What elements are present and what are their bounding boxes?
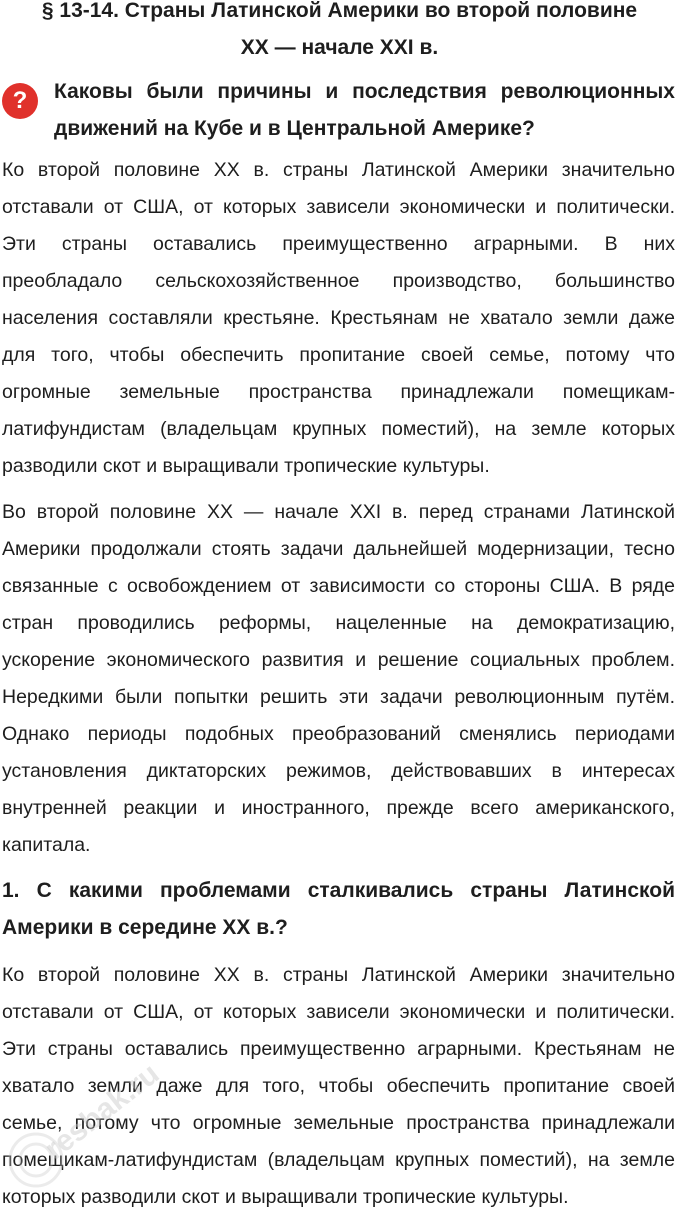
paragraph-modernization: Во второй половине XX — начале XXI в. перед странами Латинской Америки продолжали стоять задачи дальнейшей модернизации, тесно связанные с освобождением от зависимости со стороны США. В ряде стран проводились реформы, нацеленные на демократизацию, ускорение экономического развития и решение социальных проблем. Нередкими были попытки решить эти задачи революционным путём. Однако периоды подобных преобразований сменялись периодами установления диктаторских режимов, действовавших в интересах внутренней реакции и иностранного, прежде всего американского, капитала. bbox=[2, 501, 675, 856]
question-text: Каковы были причины и последствия революционных движений на Кубе и в Центральной Америке? bbox=[54, 80, 675, 140]
question-mark-icon: ? bbox=[2, 83, 38, 119]
page-title: § 13-14. Страны Латинской Америки во второй половине XX — начале XXI в. bbox=[41, 0, 638, 59]
section-paragraph: Ко второй половине XX в. страны Латинской Америки значительно отставали от США, от которых зависели экономически и политически. Эти страны оставались преимущественно аграрными. Крестьянам не хватало земли даже для того, чтобы обеспечить пропитание своей семье, потому что огромные земельные пространства принадлежали помещикам-латифундистам (владельцам крупных поместий), на земле которых разводили скот и выращивали тропические культуры. bbox=[2, 964, 675, 1208]
question-block bbox=[0, 73, 679, 147]
section-heading: 1. С какими проблемами сталкивались страны Латинской Америки в середине XX в.? bbox=[2, 879, 675, 939]
watermark-text: resbak.ru bbox=[38, 1060, 166, 1167]
paragraph-intro: Ко второй половине XX в. страны Латинской Америки значительно отставали от США, от которых зависели экономически и политически. Эти страны оставались преимущественно аграрными. В них преобладало сельскохозяйственное производство, большинство населения составляли крестьяне. Крестьянам не хватало земли даже для того, чтобы обеспечить пропитание своей семье, потому что огромные земельные пространства принадлежали помещикам-латифундистам (владельцам крупных поместий), на земле которых разводили скот и выращивали тропические культуры. bbox=[2, 159, 675, 477]
